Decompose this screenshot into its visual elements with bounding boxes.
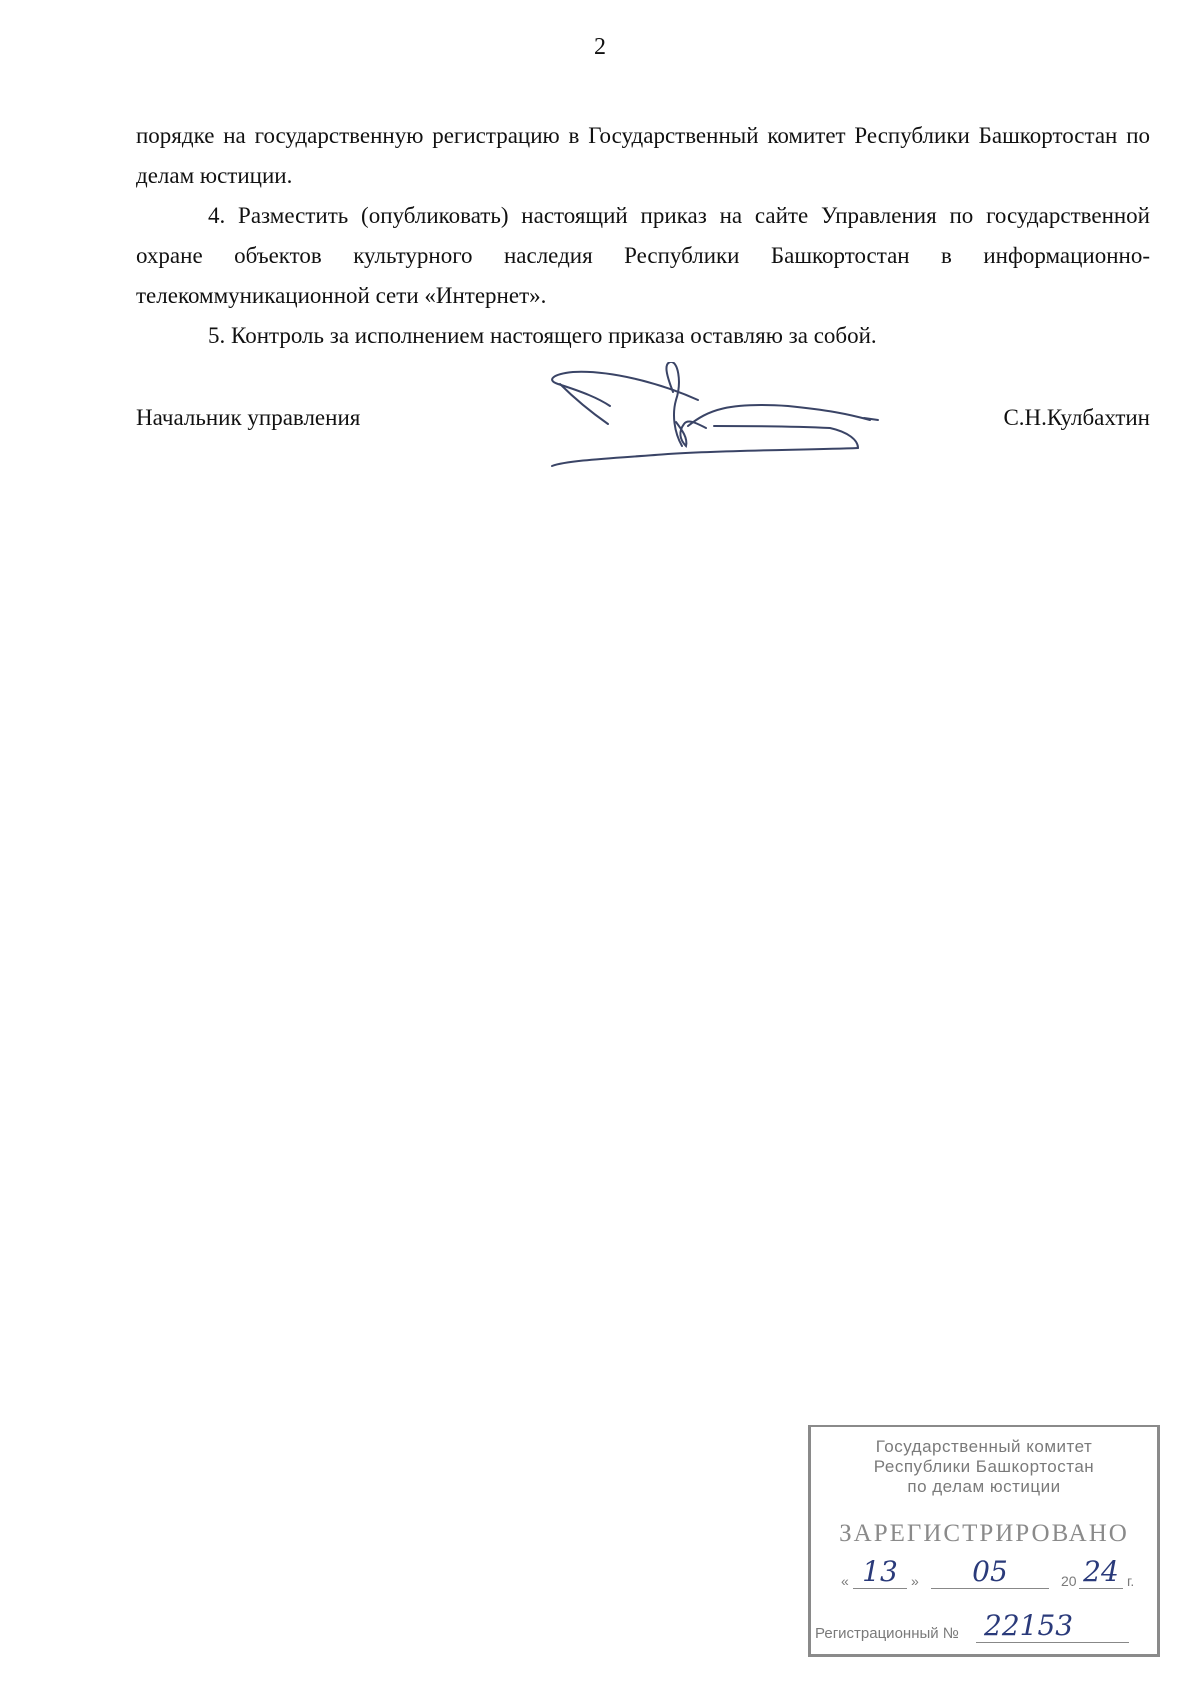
signatory-name: С.Н.Кулбахтин	[1003, 405, 1150, 430]
stamp-org-line-2: Республики Башкортостан	[873, 1457, 1095, 1476]
paragraph-continuation: порядке на государственную регистрацию в Государственный комитет Республики Башкортостан по делам юстиции.	[136, 123, 1150, 188]
reg-number-label: Регистрационный №	[815, 1625, 959, 1642]
reg-number: 22153	[976, 1609, 1129, 1643]
date-quote-close: »	[911, 1573, 919, 1589]
stamp-org-line-1: Государственный комитет	[875, 1437, 1093, 1456]
date-day: 13	[853, 1555, 907, 1589]
date-year-prefix: 20	[1061, 1573, 1077, 1589]
date-quote-open: «	[841, 1573, 849, 1589]
stamp-org-line-3: по делам юстиции	[907, 1477, 1061, 1496]
signatory-title: Начальник управления	[136, 405, 361, 430]
paragraph-item-5: 5. Контроль за исполнением настоящего приказа оставляю за собой.	[208, 323, 877, 348]
date-year-abbrev: г.	[1127, 1573, 1135, 1589]
paragraph-item-4: 4. Разместить (опубликовать) настоящий приказ на сайте Управления по государственной охране объектов культурного наследия Республики Башкортостан в информационно-телекоммуникационной сети «Интернет».	[136, 203, 1150, 308]
stamp-status: ЗАРЕГИСТРИРОВАНО	[839, 1520, 1129, 1547]
handwritten-signature-icon	[548, 362, 948, 472]
page-number: 2	[594, 34, 606, 60]
date-month: 05	[931, 1555, 1049, 1589]
document-body	[136, 116, 1150, 356]
stamp-organization	[811, 1437, 1157, 1497]
stamp-date	[841, 1555, 1141, 1597]
registration-stamp	[808, 1425, 1160, 1657]
date-year: 24	[1079, 1555, 1123, 1589]
